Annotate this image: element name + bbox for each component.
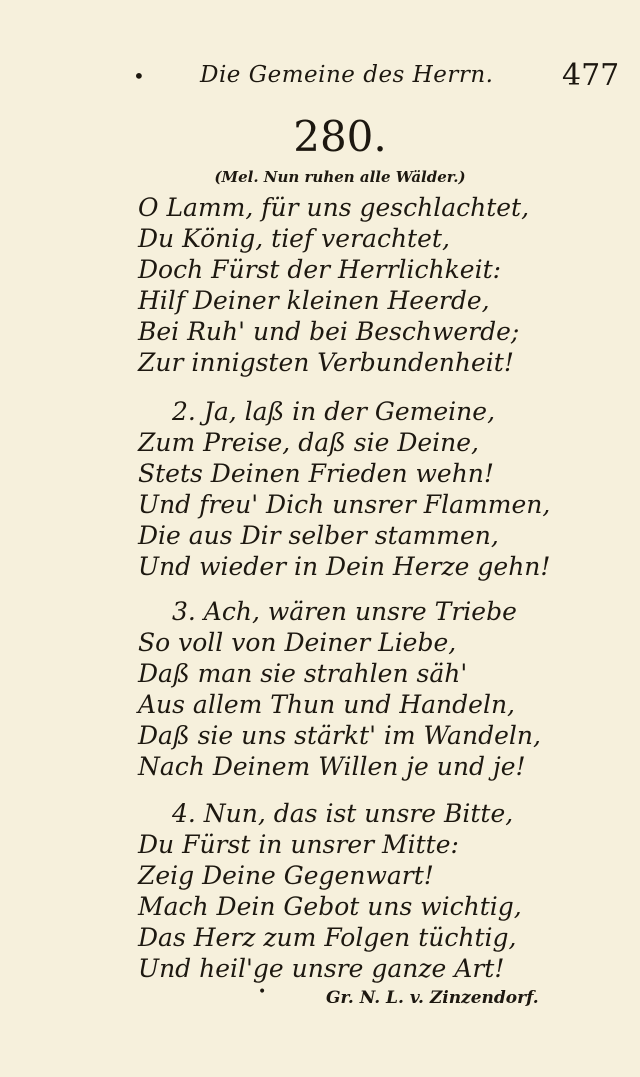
verse-line: Zeig Deine Gegenwart!: [138, 861, 434, 890]
verse-line: So voll von Deiner Liebe,: [138, 628, 457, 657]
verse-line: O Lamm, für uns geschlachtet,: [138, 193, 530, 222]
verse-line: Zum Preise, daß sie Deine,: [138, 428, 480, 457]
author-attribution: Gr. N. L. v. Zinzendorf.: [326, 988, 539, 1008]
verse-line: Bei Ruh' und bei Beschwerde;: [138, 317, 520, 346]
verse-line: Nach Deinem Willen je und je!: [138, 752, 526, 781]
hymn-number: 280.: [293, 112, 387, 161]
verse-line: 4. Nun, das ist unsre Bitte,: [172, 799, 514, 828]
verse-line: Und heil'ge unsre ganze Art!: [138, 954, 505, 983]
melody-indication: (Mel. Nun ruhen alle Wälder.): [214, 168, 466, 186]
verse-2: [138, 396, 550, 582]
verse-line: Die aus Dir selber stammen,: [138, 521, 499, 550]
page-number: 477: [562, 58, 620, 93]
verse-line: Daß sie uns stärkt' im Wandeln,: [138, 721, 541, 750]
verse-line: Stets Deinen Frieden wehn!: [138, 459, 494, 488]
verse-4: [138, 798, 522, 984]
verse-line: Du Fürst in unsrer Mitte:: [138, 830, 459, 859]
verse-line: Mach Dein Gebot uns wichtig,: [138, 892, 522, 921]
verse-line: Doch Fürst der Herrlichkeit:: [138, 255, 502, 284]
verse-line: Daß man sie strahlen säh': [138, 659, 468, 688]
verse-line: Das Herz zum Folgen tüchtig,: [138, 923, 517, 952]
verse-line: Hilf Deiner kleinen Heerde,: [138, 286, 490, 315]
verse-line: Aus allem Thun und Handeln,: [138, 690, 516, 719]
verse-line: 3. Ach, wären unsre Triebe: [172, 597, 517, 626]
verse-line: 2. Ja, laß in der Gemeine,: [172, 397, 496, 426]
verse-3: [138, 596, 541, 782]
author-mark: •: [258, 984, 267, 1000]
running-head: Die Gemeine des Herrn.: [200, 62, 494, 88]
header-bullet: •: [133, 64, 145, 88]
verse-line: Du König, tief verachtet,: [138, 224, 450, 253]
verse-line: Und freu' Dich unsrer Flammen,: [138, 490, 551, 519]
verse-line: Zur innigsten Verbundenheit!: [138, 348, 514, 377]
verse-line: Und wieder in Dein Herze gehn!: [138, 552, 551, 581]
verse-1: [138, 192, 529, 378]
